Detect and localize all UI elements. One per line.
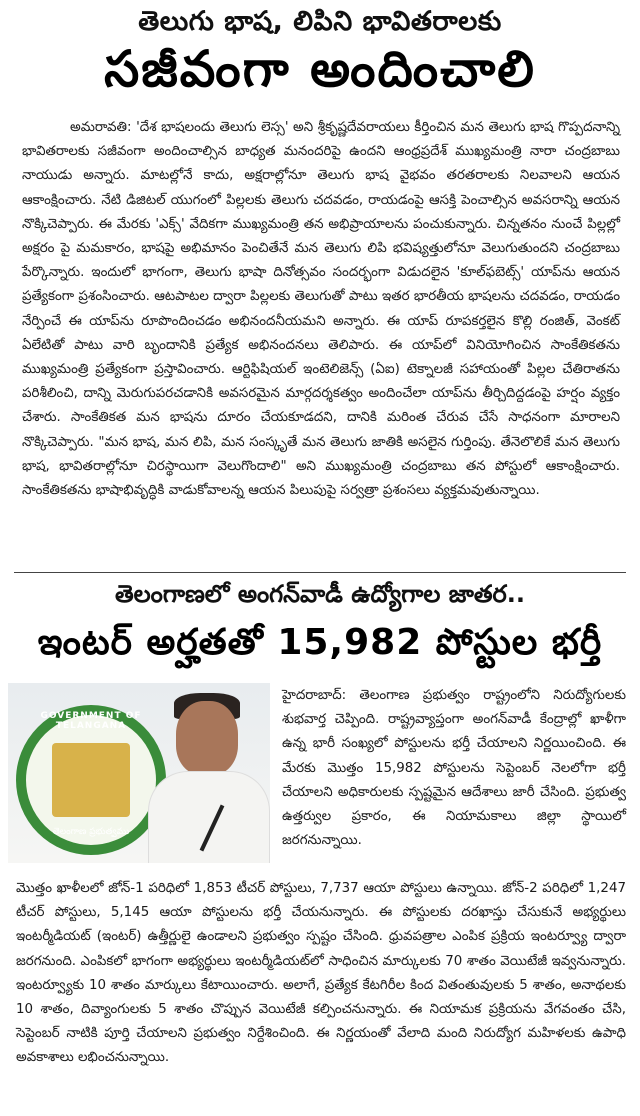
headline-title: సజీవంగా అందించాలి	[104, 40, 536, 98]
person-head	[176, 701, 238, 775]
news-photo	[8, 683, 270, 863]
subheadline-title: ఇంటర్ అర్హతతో 15,982 పోస్టుల భర్తీ	[37, 622, 603, 663]
emblem-center	[52, 743, 130, 817]
headline-kicker: తెలుగు భాష, లిపిని భావితరాలకు	[138, 6, 502, 37]
article-anganwadi-full: మొత్తం ఖాళీలలో జోన్-1 పరిధిలో 1,853 టీచర్ పోస్టులు, 7,737 ఆయా పోస్టులు ఉన్నాయి. జోన్-2 పరిధిలో 1,247 టీచర్ పోస్టులు, 5,145 ఆయా పోస్టులను భర్తీ చేయనున్నారు. ఈ పోస్టులకు దరఖాస్తు చేసుకునే అభ్యర్థులు ఇంటర్మీడియట్ (ఇంటర్) ఉత్తీర్ణులై ఉండాలని ప్రభుత్వం స్పష్టం చేసింది. ధ్రువపత్రాల ఎంపిక ప్రక్రియ ఇంటర్వ్యూ ద్వారా జరగనుంది. ఎంపికలో భాగంగా అభ్యర్థులు ఇంటర్మీడియట్‌లో సాధించిన మార్కులకు 70 శాతం వెయిటేజీ ఇవ్వనున్నారు. ఇంటర్వ్యూకు 10 శాతం మార్కులు కేటాయించారు. అలాగే, ప్రత్యేక కేటగిరీల కింద వితంతువులకు 5 శాతం, అనాథలకు 10 శాతం, దివ్యాంగులకు 5 శాతం చొప్పున వెయిటేజీ కల్పించనున్నారు. ఈ నియామక ప్రక్రియను వేగవంతం చేసి, సెప్టెంబర్ నాటికి పూర్తి చేయాలని ప్రభుత్వం నిర్దేశించింది. ఈ నిర్ణయంతో వేలాది మంది నిరుద్యోగ మహిళలకు ఉపాధి అవకాశాలు లభించనున్నాయి.	[16, 881, 626, 1066]
telangana-emblem	[16, 705, 166, 855]
section-divider	[14, 572, 626, 573]
emblem-bottom-text: తెలంగాణ ప్రభుత్వము	[52, 827, 130, 837]
article-telugu-language: అమరావతి: 'దేశ భాషలందు తెలుగు లెస్స' అని శ్రీకృష్ణదేవరాయలు కీర్తించిన మన తెలుగు భాష గొప్పదనాన్ని భావితరాలకు సజీవంగా అందించాల్సిన బాధ్యత మనందరిపై ఉందని ఆంధ్రప్రదేశ్ ముఖ్యమంత్రి నారా చంద్రబాబు నాయుడు అన్నారు. మాటల్లోనే కాదు, అక్షరాల్లోనూ తెలుగు భాష వైభవం తరతరాలకు నిలవాలని ఆయన ఆకాంక్షించారు. నేటి డిజిటల్ యుగంలో పిల్లలకు తెలుగు చదవడం, రాయడంపై ఆసక్తి పెంచాల్సిన అవసరాన్ని ఆయన నొక్కిచెప్పారు. ఈ మేరకు 'ఎక్స్' వేదికగా ముఖ్యమంత్రి తన అభిప్రాయాలను పంచుకున్నారు. చిన్నతనం నుంచే పిల్లల్లో అక్షరం పై మమకారం, భాషపై అభిమానం పెంచితేనే మన తెలుగు లిపి భవిష్యత్తులోనూ వెలుగుతుందని చంద్రబాబు పేర్కొన్నారు. ఇందులో భాగంగా, తెలుగు భాషా దినోత్సవం సందర్భంగా విడుదలైన 'కూల్‌ఫబెట్స్' యాప్‌ను ఆయన ప్రత్యేకంగా ప్రశంసించారు. ఆటపాటల ద్వారా పిల్లలకు తెలుగుతో పాటు ఇతర భారతీయ భాషలను చదవడం, రాయడం నేర్పించే ఈ యాప్‌ను రూపొందించడం అభినందనీయమని అన్నారు. ఈ యాప్ రూపకర్తలైన కొల్లి రంజిత్, వెంకట్ ఏలేటితో పాటు వారి బృందానికి ప్రత్యేక అభినందనలు తెలిపారు. ఈ యాప్‌లో వినియోగించిన సాంకేతికతను ముఖ్యమంత్రి ప్రత్యేకంగా ప్రస్తావించారు. ఆర్టిఫిషియల్ ఇంటెలిజెన్స్ (ఏఐ) టెక్నాలజీ సహాయంతో పిల్లల చేతిరాతను పరిశీలించి, దాన్ని మెరుగుపరచడానికి అవసరమైన మార్గదర్శకత్వం అందించేలా యాప్‌ను తీర్చిదిద్దడంపై హర్షం వ్యక్తం చేశారు. సాంకేతికత మన భాషను దూరం చేయకూడదని, దానికి మరింత చేరువ చేసే సాధనంగా మారాలని నొక్కిచెప్పారు. "మన భాష, మన లిపి, మన సంస్కృతే మన తెలుగు జాతికి అసలైన గుర్తింపు. తేనెలొలికే మన తెలుగు భాష, భావితరాల్లోనూ చిరస్థాయిగా వెలుగొందాలి" అని ముఖ్యమంత్రి చంద్రబాబు తన పోస్టులో ఆకాంక్షించారు. సాంకేతికతను భాషాభివృద్ధికి వాడుకోవాలన్న ఆయన పిలుపుపై సర్వత్రా ప్రశంసలు వ్యక్తమవుతున్నాయి.	[22, 120, 620, 499]
person-body	[148, 771, 270, 863]
article-anganwadi-side: హైదరాబాద్: తెలంగాణ ప్రభుత్వం రాష్ట్రంలోని నిరుద్యోగులకు శుభవార్త చెప్పింది. రాష్ట్రవ్యాప్తంగా అంగన్‌వాడీ కేంద్రాల్లో ఖాళీగా ఉన్న భారీ సంఖ్యలో పోస్టులను భర్తీ చేయాలని నిర్ణయించింది. ఈ మేరకు మొత్తం 15,982 పోస్టులను సెప్టెంబర్ నెలలోగా భర్తీ చేయాలని అధికారులకు స్పష్టమైన ఆదేశాలు జారీ చేసింది. ప్రభుత్వ ఉత్తర్వుల ప్రకారం, ఈ నియామకాలు జిల్లా స్థాయిలో జరగనున్నాయి.	[282, 688, 626, 849]
emblem-top-text: GOVERNMENT OF TELANGANA	[40, 711, 142, 731]
subheadline-kicker: తెలంగాణలో అంగన్‌వాడీ ఉద్యోగాల జాతర..	[114, 580, 526, 608]
